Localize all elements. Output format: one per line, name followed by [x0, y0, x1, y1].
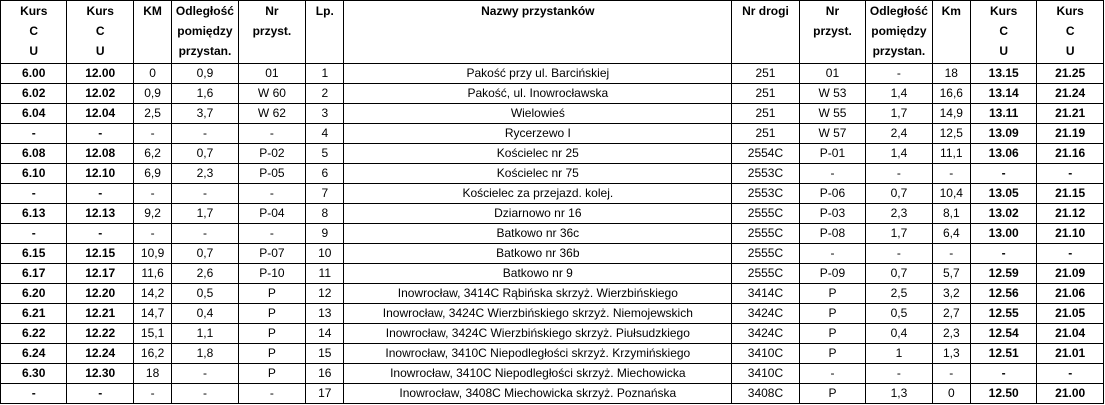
cell-lp: 3 — [306, 104, 344, 124]
cell-stop-name: Inowrocław, 3424C Wierzbińskiego skrzyż. Piułsudzkiego — [344, 324, 732, 344]
cell-lp: 8 — [306, 204, 344, 224]
table-row — [1, 144, 1104, 164]
header-line: C — [1065, 24, 1075, 38]
cell-road-nr: 251 — [732, 104, 799, 124]
cell-kurs-back-2: 21.01 — [1037, 344, 1104, 364]
cell-lp: 10 — [306, 244, 344, 264]
cell-km-back: 16,6 — [932, 84, 970, 104]
cell-distance-back: 2,3 — [866, 204, 932, 224]
cell-stop-nr-out: P-04 — [238, 204, 305, 224]
cell-kurs-back-1: 13.00 — [970, 224, 1036, 244]
cell-lp: 16 — [306, 364, 344, 384]
cell-km-out: 6,2 — [133, 144, 171, 164]
cell-kurs-out-1: 6.24 — [1, 344, 67, 364]
cell-stop-nr-back: 01 — [799, 64, 865, 84]
cell-stop-nr-out: W 60 — [238, 84, 305, 104]
cell-km-back: 6,4 — [932, 224, 970, 244]
cell-kurs-out-2: 12.30 — [67, 364, 133, 384]
cell-road-nr: 2554C — [732, 144, 799, 164]
header-kurs-back-1 — [970, 1, 1036, 64]
header-line: C — [999, 24, 1008, 38]
cell-stop-nr-back: P-06 — [799, 184, 865, 204]
cell-stop-nr-back: P-03 — [799, 204, 865, 224]
cell-stop-nr-out: P — [238, 304, 305, 324]
header-kurs-out-2 — [67, 1, 133, 64]
cell-kurs-back-2: 21.15 — [1037, 184, 1104, 204]
cell-kurs-back-2: - — [1037, 364, 1104, 384]
cell-stop-nr-back: - — [799, 244, 865, 264]
header-line: przystan. — [178, 44, 232, 58]
cell-kurs-out-2: 12.13 — [67, 204, 133, 224]
cell-lp: 9 — [306, 224, 344, 244]
header-line: C — [29, 24, 39, 38]
cell-km-out: 11,6 — [133, 264, 171, 284]
cell-distance-back: 0,7 — [866, 264, 932, 284]
cell-distance-back: - — [866, 244, 932, 264]
cell-stop-name: Pakość, ul. Inowrocławska — [344, 84, 732, 104]
table-row — [1, 304, 1104, 324]
cell-lp: 7 — [306, 184, 344, 204]
cell-road-nr: 3410C — [732, 364, 799, 384]
cell-km-back: 14,9 — [932, 104, 970, 124]
cell-stop-nr-back: W 57 — [799, 124, 865, 144]
header-line: Kurs — [989, 4, 1018, 18]
cell-kurs-back-1: 12.50 — [970, 384, 1036, 404]
cell-stop-nr-back: P — [799, 324, 865, 344]
table-row — [1, 284, 1104, 304]
cell-kurs-out-2: 12.10 — [67, 164, 133, 184]
cell-distance-out: - — [172, 384, 238, 404]
cell-kurs-back-1: - — [970, 244, 1036, 264]
table-row — [1, 104, 1104, 124]
table-row — [1, 344, 1104, 364]
cell-distance-back: 1,4 — [866, 144, 932, 164]
cell-distance-back: 1,3 — [866, 384, 932, 404]
header-road-nr — [732, 1, 799, 64]
cell-stop-name: Batkowo nr 36b — [344, 244, 732, 264]
cell-kurs-back-2: 21.19 — [1037, 124, 1104, 144]
cell-kurs-out-1: - — [1, 124, 67, 144]
cell-stop-name: Dziarnowo nr 16 — [344, 204, 732, 224]
cell-km-out: 14,7 — [133, 304, 171, 324]
header-line: przyst. — [252, 24, 292, 38]
header-distance-out — [172, 1, 238, 64]
header-line: KM — [143, 4, 162, 18]
cell-kurs-back-1: 13.14 — [970, 84, 1036, 104]
cell-lp: 1 — [306, 64, 344, 84]
cell-kurs-out-2: 12.22 — [67, 324, 133, 344]
cell-km-out: 10,9 — [133, 244, 171, 264]
cell-road-nr: 2555C — [732, 224, 799, 244]
cell-stop-nr-out: - — [238, 384, 305, 404]
table-row — [1, 324, 1104, 344]
cell-distance-back: 1,4 — [866, 84, 932, 104]
cell-road-nr: 3424C — [732, 304, 799, 324]
cell-kurs-out-2: 12.24 — [67, 344, 133, 364]
cell-kurs-back-2: 21.21 — [1037, 104, 1104, 124]
cell-kurs-back-2: 21.24 — [1037, 84, 1104, 104]
cell-stop-nr-back: P — [799, 304, 865, 324]
cell-kurs-out-2: - — [67, 384, 133, 404]
cell-stop-name: Kościelec nr 25 — [344, 144, 732, 164]
cell-distance-out: 0,5 — [172, 284, 238, 304]
cell-stop-nr-out: - — [238, 124, 305, 144]
cell-distance-back: 1 — [866, 344, 932, 364]
cell-distance-out: 1,8 — [172, 344, 238, 364]
cell-kurs-back-1: 13.11 — [970, 104, 1036, 124]
cell-stop-nr-out: P — [238, 324, 305, 344]
cell-lp: 15 — [306, 344, 344, 364]
cell-kurs-out-1: - — [1, 224, 67, 244]
cell-km-back: - — [932, 244, 970, 264]
cell-km-out: - — [133, 124, 171, 144]
table-row — [1, 384, 1104, 404]
cell-kurs-back-1: 13.06 — [970, 144, 1036, 164]
cell-kurs-back-1: 12.59 — [970, 264, 1036, 284]
cell-km-out: 0,9 — [133, 84, 171, 104]
cell-stop-name: Batkowo nr 9 — [344, 264, 732, 284]
cell-lp: 4 — [306, 124, 344, 144]
cell-kurs-out-1: 6.13 — [1, 204, 67, 224]
cell-kurs-out-1: 6.00 — [1, 64, 67, 84]
cell-stop-nr-out: P — [238, 364, 305, 384]
cell-distance-back: 2,4 — [866, 124, 932, 144]
cell-kurs-back-2: 21.09 — [1037, 264, 1104, 284]
header-line: U — [95, 44, 105, 58]
table-row — [1, 364, 1104, 384]
cell-km-back: 18 — [932, 64, 970, 84]
cell-kurs-out-2: 12.08 — [67, 144, 133, 164]
cell-stop-nr-out: P-02 — [238, 144, 305, 164]
cell-kurs-back-1: 12.56 — [970, 284, 1036, 304]
cell-distance-back: 0,7 — [866, 184, 932, 204]
cell-stop-name: Inowrocław, 3424C Wierzbińskiego skrzyż. Niemojewskich — [344, 304, 732, 324]
cell-kurs-back-2: 21.16 — [1037, 144, 1104, 164]
cell-kurs-back-1: - — [970, 164, 1036, 184]
header-line: Nazwy przystanków — [481, 4, 595, 18]
cell-distance-back: - — [866, 164, 932, 184]
cell-stop-name: Batkowo nr 36c — [344, 224, 732, 244]
cell-distance-back: 1,7 — [866, 224, 932, 244]
cell-stop-name: Inowrocław, 3414C Rąbińska skrzyż. Wierzbińskiego — [344, 284, 732, 304]
cell-kurs-out-1: 6.10 — [1, 164, 67, 184]
header-line: Odległość — [175, 4, 234, 18]
cell-stop-nr-back: - — [799, 364, 865, 384]
cell-kurs-back-1: 12.51 — [970, 344, 1036, 364]
header-kurs-out-1 — [1, 1, 67, 64]
cell-stop-nr-back: - — [799, 164, 865, 184]
header-line: U — [1065, 44, 1075, 58]
cell-distance-back: 0,5 — [866, 304, 932, 324]
cell-distance-out: 1,1 — [172, 324, 238, 344]
cell-lp: 14 — [306, 324, 344, 344]
cell-kurs-back-1: 12.54 — [970, 324, 1036, 344]
cell-stop-name: Rycerzewo I — [344, 124, 732, 144]
header-stop-nr-out — [238, 1, 305, 64]
cell-kurs-out-1: 6.08 — [1, 144, 67, 164]
cell-kurs-back-2: 21.00 — [1037, 384, 1104, 404]
cell-stop-nr-back: P — [799, 284, 865, 304]
cell-distance-back: 2,5 — [866, 284, 932, 304]
cell-km-back: 0 — [932, 384, 970, 404]
cell-distance-out: 0,9 — [172, 64, 238, 84]
table-row — [1, 124, 1104, 144]
header-row — [1, 1, 1104, 64]
cell-distance-out: 0,7 — [172, 244, 238, 264]
cell-road-nr: 251 — [732, 124, 799, 144]
header-line: Km — [941, 4, 961, 18]
cell-km-out: - — [133, 384, 171, 404]
cell-road-nr: 251 — [732, 64, 799, 84]
cell-kurs-out-1: 6.15 — [1, 244, 67, 264]
cell-km-back: 8,1 — [932, 204, 970, 224]
cell-kurs-back-1: 13.05 — [970, 184, 1036, 204]
cell-km-out: 18 — [133, 364, 171, 384]
cell-kurs-back-1: 13.09 — [970, 124, 1036, 144]
header-distance-back — [866, 1, 932, 64]
cell-road-nr: 3408C — [732, 384, 799, 404]
cell-km-out: 2,5 — [133, 104, 171, 124]
header-line: Lp. — [315, 4, 334, 18]
cell-kurs-out-2: 12.17 — [67, 264, 133, 284]
cell-stop-name: Inowrocław, 3410C Niepodległości skrzyż. Miechowicka — [344, 364, 732, 384]
cell-lp: 6 — [306, 164, 344, 184]
cell-stop-name: Inowrocław, 3410C Niepodległości skrzyż. Krzymińskiego — [344, 344, 732, 364]
cell-lp: 5 — [306, 144, 344, 164]
table-row — [1, 164, 1104, 184]
table-row — [1, 64, 1104, 84]
cell-stop-name: Kościelec nr 75 — [344, 164, 732, 184]
cell-km-back: 1,3 — [932, 344, 970, 364]
cell-distance-out: - — [172, 184, 238, 204]
cell-kurs-out-1: 6.04 — [1, 104, 67, 124]
cell-kurs-out-1: - — [1, 384, 67, 404]
table-row — [1, 224, 1104, 244]
cell-km-back: 10,4 — [932, 184, 970, 204]
cell-distance-out: 0,7 — [172, 144, 238, 164]
header-line: C — [95, 24, 105, 38]
cell-km-out: - — [133, 184, 171, 204]
cell-road-nr: 251 — [732, 84, 799, 104]
cell-stop-nr-out: P-07 — [238, 244, 305, 264]
cell-distance-out: 2,3 — [172, 164, 238, 184]
cell-road-nr: 3414C — [732, 284, 799, 304]
table-body — [1, 64, 1104, 404]
cell-kurs-out-2: 12.20 — [67, 284, 133, 304]
cell-kurs-back-2: 21.06 — [1037, 284, 1104, 304]
cell-km-out: - — [133, 224, 171, 244]
cell-kurs-out-1: 6.17 — [1, 264, 67, 284]
cell-km-back: - — [932, 164, 970, 184]
cell-stop-nr-back: W 53 — [799, 84, 865, 104]
cell-stop-nr-out: P — [238, 344, 305, 364]
cell-kurs-back-1: 12.55 — [970, 304, 1036, 324]
cell-stop-nr-back: P-08 — [799, 224, 865, 244]
cell-km-back: 2,7 — [932, 304, 970, 324]
cell-kurs-back-2: 21.10 — [1037, 224, 1104, 244]
cell-kurs-out-1: 6.22 — [1, 324, 67, 344]
cell-stop-nr-out: W 62 — [238, 104, 305, 124]
cell-stop-nr-out: P — [238, 284, 305, 304]
header-line: Nr — [265, 4, 279, 18]
cell-lp: 11 — [306, 264, 344, 284]
cell-kurs-out-1: 6.20 — [1, 284, 67, 304]
cell-distance-out: 0,4 — [172, 304, 238, 324]
header-line: Kurs — [86, 4, 114, 18]
cell-stop-nr-out: P-10 — [238, 264, 305, 284]
cell-kurs-out-1: 6.21 — [1, 304, 67, 324]
cell-distance-back: - — [866, 364, 932, 384]
cell-km-out: 0 — [133, 64, 171, 84]
cell-kurs-out-2: - — [67, 124, 133, 144]
cell-road-nr: 2553C — [732, 164, 799, 184]
cell-lp: 13 — [306, 304, 344, 324]
cell-kurs-out-1: 6.02 — [1, 84, 67, 104]
cell-km-back: 12,5 — [932, 124, 970, 144]
cell-lp: 17 — [306, 384, 344, 404]
cell-lp: 2 — [306, 84, 344, 104]
cell-kurs-back-2: 21.25 — [1037, 64, 1104, 84]
cell-road-nr: 2555C — [732, 244, 799, 264]
cell-kurs-out-1: - — [1, 184, 67, 204]
cell-km-back: 3,2 — [932, 284, 970, 304]
cell-kurs-out-2: 12.02 — [67, 84, 133, 104]
cell-kurs-out-2: - — [67, 184, 133, 204]
header-line: przyst. — [813, 24, 852, 38]
header-lp — [306, 1, 344, 64]
header-stop-name — [344, 1, 732, 64]
cell-distance-out: - — [172, 364, 238, 384]
cell-kurs-out-2: 12.21 — [67, 304, 133, 324]
cell-kurs-back-1: 13.02 — [970, 204, 1036, 224]
cell-distance-out: 3,7 — [172, 104, 238, 124]
cell-stop-nr-back: P-01 — [799, 144, 865, 164]
table-row — [1, 204, 1104, 224]
header-line: Kurs — [1056, 4, 1084, 18]
cell-lp: 12 — [306, 284, 344, 304]
table-row — [1, 184, 1104, 204]
cell-kurs-back-2: - — [1037, 164, 1104, 184]
cell-km-back: 5,7 — [932, 264, 970, 284]
table-row — [1, 264, 1104, 284]
cell-km-out: 15,1 — [133, 324, 171, 344]
cell-stop-nr-out: - — [238, 184, 305, 204]
cell-kurs-out-2: - — [67, 224, 133, 244]
header-line: pomiędzy — [871, 24, 927, 38]
cell-distance-out: - — [172, 124, 238, 144]
cell-stop-nr-out: - — [238, 224, 305, 244]
header-km-out — [133, 1, 171, 64]
table-row — [1, 244, 1104, 264]
cell-stop-nr-out: P-05 — [238, 164, 305, 184]
cell-road-nr: 2555C — [732, 264, 799, 284]
cell-distance-out: 1,6 — [172, 84, 238, 104]
cell-distance-out: 1,7 — [172, 204, 238, 224]
cell-kurs-back-2: 21.04 — [1037, 324, 1104, 344]
cell-km-back: 11,1 — [932, 144, 970, 164]
cell-kurs-out-2: 12.00 — [67, 64, 133, 84]
cell-km-back: 2,3 — [932, 324, 970, 344]
cell-km-out: 9,2 — [133, 204, 171, 224]
header-line: Nr drogi — [742, 4, 789, 18]
cell-kurs-back-2: 21.12 — [1037, 204, 1104, 224]
header-km-back — [932, 1, 970, 64]
cell-distance-back: 0,4 — [866, 324, 932, 344]
header-line: Kurs — [20, 4, 48, 18]
cell-kurs-back-1: - — [970, 364, 1036, 384]
cell-stop-nr-back: W 55 — [799, 104, 865, 124]
cell-km-out: 14,2 — [133, 284, 171, 304]
cell-stop-name: Pakość przy ul. Barcińskiej — [344, 64, 732, 84]
header-line: Nr — [825, 4, 840, 18]
cell-distance-out: - — [172, 224, 238, 244]
cell-distance-back: 1,7 — [866, 104, 932, 124]
header-line: przystan. — [872, 44, 926, 58]
cell-kurs-back-2: 21.05 — [1037, 304, 1104, 324]
cell-kurs-out-1: 6.30 — [1, 364, 67, 384]
cell-stop-name: Kościelec za przejazd. kolej. — [344, 184, 732, 204]
cell-road-nr: 2553C — [732, 184, 799, 204]
cell-distance-out: 2,6 — [172, 264, 238, 284]
cell-stop-nr-back: P-09 — [799, 264, 865, 284]
cell-km-out: 16,2 — [133, 344, 171, 364]
cell-road-nr: 2555C — [732, 204, 799, 224]
cell-kurs-back-2: - — [1037, 244, 1104, 264]
cell-stop-nr-back: P — [799, 344, 865, 364]
table-row — [1, 84, 1104, 104]
cell-km-back: - — [932, 364, 970, 384]
cell-stop-name: Wielowieś — [344, 104, 732, 124]
cell-road-nr: 3424C — [732, 324, 799, 344]
cell-kurs-out-2: 12.15 — [67, 244, 133, 264]
cell-kurs-back-1: 13.15 — [970, 64, 1036, 84]
header-stop-nr-back — [799, 1, 865, 64]
cell-road-nr: 3410C — [732, 344, 799, 364]
header-line: Odległość — [869, 4, 928, 18]
header-line: pomiędzy — [177, 24, 233, 38]
header-line: U — [999, 44, 1008, 58]
header-line: U — [29, 44, 39, 58]
cell-stop-nr-out: 01 — [238, 64, 305, 84]
cell-stop-name: Inowrocław, 3408C Miechowicka skrzyż. Poznańska — [344, 384, 732, 404]
cell-distance-back: - — [866, 64, 932, 84]
cell-km-out: 6,9 — [133, 164, 171, 184]
cell-kurs-out-2: 12.04 — [67, 104, 133, 124]
cell-stop-nr-back: P — [799, 384, 865, 404]
header-kurs-back-2 — [1037, 1, 1104, 64]
